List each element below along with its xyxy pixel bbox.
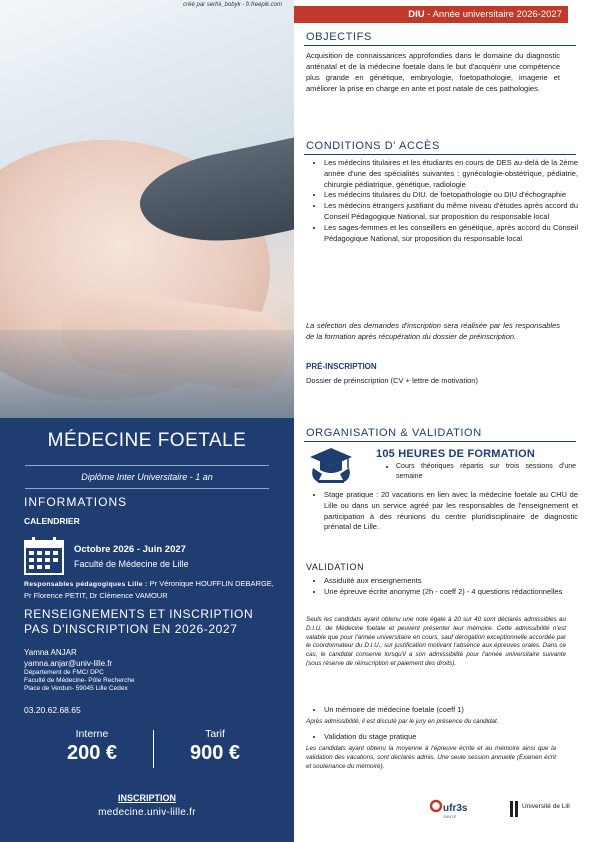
memoire-item: • Un mémoire de médecine foetale (coeff 1) bbox=[324, 705, 578, 716]
photo-credit: créé par serhii_bobyk - fr.freepik.com bbox=[183, 2, 282, 8]
inscription-label: INSCRIPTION bbox=[117, 793, 176, 803]
info-panel bbox=[0, 418, 294, 842]
graduation-cap-icon bbox=[308, 444, 354, 486]
universite-lille-logo-line: Université de Lille bbox=[522, 803, 570, 810]
ufr3s-logo bbox=[430, 798, 480, 820]
year-banner bbox=[294, 6, 568, 23]
conditions-list bbox=[306, 158, 578, 244]
condition-item: • Les médecins étrangers justifiant du même niveau d'études après accord du Conseil Pédagogique National, sur proposition du responsable local bbox=[324, 201, 578, 223]
stage-validation-list bbox=[306, 732, 578, 743]
course-dates: Octobre 2026 - Juin 2027 bbox=[74, 544, 186, 555]
subtitle-divider bbox=[25, 488, 269, 489]
conditions-title: CONDITIONS D' ACCÈS bbox=[306, 140, 440, 152]
contact-department: Département de FMC/ DPC bbox=[24, 669, 104, 676]
universite-lille-logo-text bbox=[522, 803, 570, 810]
price-intern bbox=[32, 728, 152, 765]
objectifs-text: Acquisition de connaissances approfondies dans le domaine du diagnostic anténatal et de la médecine foetale dans le but d'acquérir une compétence plus grande en génétique, embryologie, foetopathologie, imagerie et améliorer la prise en charge en ante et post natale de ces pathologies. bbox=[306, 51, 560, 93]
details-column bbox=[294, 0, 595, 842]
contact-faculty: Faculté de Médecine- Pôle Recherche bbox=[24, 677, 135, 684]
preinscription-title: PRÉ-INSCRIPTION bbox=[306, 362, 377, 371]
calendar-icon bbox=[24, 537, 64, 575]
course-title: MÉDECINE FOETALE bbox=[47, 430, 247, 451]
validation-title: VALIDATION bbox=[306, 562, 365, 572]
contact-address: Place de Verdun- 59045 Lille Cedex bbox=[24, 685, 128, 692]
academic-year: - Année universitaire 2026-2027 bbox=[424, 9, 562, 20]
validation-item: • Assiduité aux enseignements bbox=[324, 576, 578, 587]
responsables-label: Responsables pédagogiques Lille : bbox=[24, 581, 148, 588]
title-divider bbox=[25, 465, 269, 466]
memoire-list bbox=[306, 705, 578, 716]
ufr3s-logo-text: ufr3s bbox=[443, 803, 468, 814]
condition-item: • Les médecins titulaires du DIU. de foetopathologie ou DIU d'échographie bbox=[324, 190, 578, 201]
memoire-note: Après admissibilité, il est discuté par le jury en présence du candidat. bbox=[306, 718, 499, 725]
info-heading: INFORMATIONS bbox=[24, 495, 128, 509]
course-faculty: Faculté de Médecine de Lille bbox=[74, 559, 189, 569]
hours-list bbox=[378, 462, 576, 482]
universite-lille-logo bbox=[510, 798, 570, 820]
organisation-rule bbox=[304, 441, 576, 442]
objectifs-title: OBJECTIFS bbox=[306, 31, 372, 43]
condition-item: • Les sages-femmes et les conseillers en génétique, après accord du Conseil Pédagogique National, sur proposition du responsable local bbox=[324, 223, 578, 245]
hero-photo bbox=[0, 0, 294, 418]
stage-validation-item: • Validation du stage pratique bbox=[324, 732, 578, 743]
price-separator bbox=[153, 730, 154, 768]
inscription-url[interactable]: medecine.univ-lille.fr bbox=[98, 807, 196, 818]
photo-sheet bbox=[0, 330, 294, 418]
objectifs-rule bbox=[304, 45, 576, 46]
responsables-names: Pr Véronique HOUFFLIN DEBARGE, Pr Florence PETIT, Dr Clémence VAMOUR bbox=[24, 579, 274, 600]
contact-block bbox=[24, 647, 135, 693]
validation-note: Seuls les candidats ayant obtenu une note égale à 20 sur 40 sont déclarés admissibles au D.I.U. de Médecine foetale et peuvent présenter leur mémoire. Cette admissibilité n'est valable que pour l'année universitaire en cours, sauf dérogation exceptionnelle accordée par le coordonnateur du D.I.U., sur justification motivant l'absence aux épreuves orales. Dans ce cas, le candidat conserve lorsqu'il a son admissibilité pour l'année universitaire suivante (sous réserve de réinscription et paiement des droits). bbox=[306, 616, 566, 667]
hours-item: • Cours théoriques répartis sur trois sessions d'une semaine bbox=[396, 462, 576, 482]
contact-name: Yamna ANJAR bbox=[24, 648, 77, 657]
stage-list bbox=[306, 490, 578, 533]
course-subtitle: Diplôme Inter Universitaire - 1 an bbox=[81, 472, 213, 482]
stage-item: • Stage pratique : 20 vacations en lien avec la médecine foetale au CHU de Lille ou dans un service agréé par les responsables de l'enseignement et participation à des réunions du centre pluridisciplinaire de diagnostic prénatal de Lille. bbox=[324, 490, 578, 533]
calendar-heading: CALENDRIER bbox=[24, 516, 80, 526]
responsables bbox=[24, 578, 274, 601]
ufr3s-logo-sub: SANTÉ bbox=[443, 814, 457, 819]
condition-item: • Les médecins titulaires et les étudiants en cours de DES au-delà de la 2ème année d'une des spécialités suivantes : gynécologie-obstétrique, pédiatrie, chirurgie pédiatrique, génétique, radiologie bbox=[324, 158, 578, 190]
contact-phone: 03.20.62.68.65 bbox=[24, 705, 81, 715]
organisation-title: ORGANISATION & VALIDATION bbox=[306, 427, 482, 439]
validation-item: • Une épreuve écrite anonyme (2h - coeff 2) - 4 questions rédactionnelles bbox=[324, 587, 578, 598]
hours-heading: 105 HEURES DE FORMATION bbox=[376, 448, 536, 460]
price-tarif-label: Tarif bbox=[205, 728, 225, 740]
registration-heading: RENSEIGNEMENTS ET INSCRIPTION PAS D'INSCRIPTION EN 2026-2027 bbox=[24, 607, 254, 636]
price-tarif-value: 900 € bbox=[189, 742, 241, 764]
conditions-note: La sélection des demandes d'inscription sera réalisée par les responsables de la formation après récupération du dossier de préinscription. bbox=[306, 321, 560, 341]
program-type: DIU bbox=[408, 9, 425, 20]
conditions-rule bbox=[304, 154, 576, 155]
contact-email[interactable]: yamna.anjar@univ-lille.fr bbox=[24, 659, 113, 668]
price-intern-value: 200 € bbox=[66, 742, 118, 764]
price-intern-label: Interne bbox=[75, 728, 109, 740]
preinscription-text: Dossier de préinscription (CV + lettre de motivation) bbox=[306, 376, 478, 385]
validation-list bbox=[306, 576, 578, 598]
price-tarif bbox=[155, 728, 275, 765]
final-note: Les candidats ayant obtenu la moyenne à l'épreuve écrite et au mémoire ainsi que la validation des vacations, sont déclarés admis. Une seule session annuelle (Examen écrit et soutenance du mémoire). bbox=[306, 745, 556, 770]
